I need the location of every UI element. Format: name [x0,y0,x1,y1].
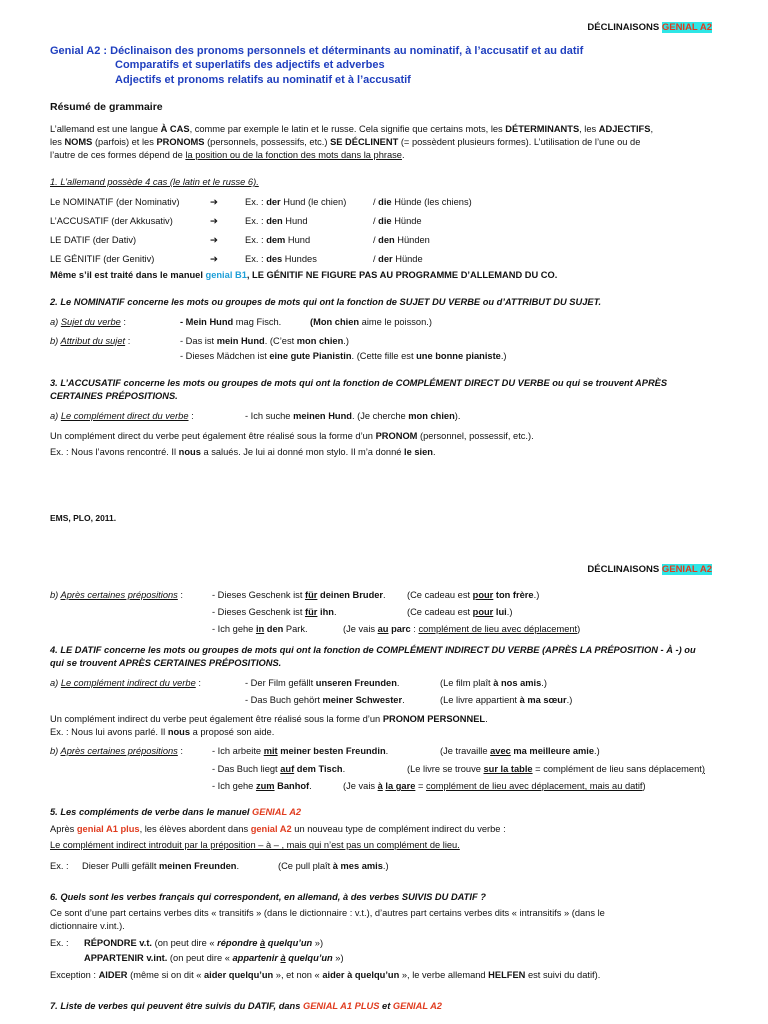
example-de: - Ich arbeite mit meiner besten Freundin. [212,746,389,756]
s4-b: b) Après certaines prépositions : [50,746,183,756]
s2-b: b) Attribut du sujet : [50,336,131,346]
case-label: Le NOMINATIF (der Nominativ) [50,197,180,207]
s3b-label: b) Après certaines prépositions : [50,590,183,600]
case-singular: Ex. : dem Hund [245,235,311,245]
case-label: L’ACCUSATIF (der Akkusativ) [50,216,173,226]
s6-p1: Ce sont d’une part certains verbes dits « transitifs » (dans le dictionnaire : v.t.), d’autres part certains verbes dits « intransitifs » (dans le [50,908,605,918]
example-de: - Dieses Geschenk ist für deinen Bruder. [212,590,386,600]
example-de: - Das Buch liegt auf dem Tisch. [212,764,346,774]
example-fr: (Le livre appartient à ma sœur.) [440,695,573,705]
example-fr: (Le film plaît à nos amis.) [440,678,547,688]
s5-p2: Le complément indirect introduit par la préposition – à – , mais qui n’est pas un complément de lieu. [50,840,460,850]
example-fr: (Ce cadeau est pour ton frère.) [407,590,540,600]
doc-title-line1: Genial A2 : Déclinaison des pronoms personnels et déterminants au nominatif, à l’accusatif et au datif [50,45,584,57]
s4-p1: Un complément indirect du verbe peut également être réalisé sous la forme d’un PRONOM PERSONNEL. [50,714,488,724]
case-plural: / die Hünde [373,216,422,226]
s3-title1: 3. L’ACCUSATIF concerne les mots ou groupes de mots qui ont la fonction de COMPLÉMENT DIRECT DU VERBE ou qui se trouvent APRÈS [50,378,668,388]
section-heading: Résumé de grammaire [50,101,163,113]
s6-e2: APPARTENIR v.int. (on peut dire « appartenir à quelqu’un ») [84,953,344,963]
page-header: DÉCLINAISONS GENIAL A2 [587,22,712,33]
s6-p2: dictionnaire v.int.). [50,921,125,931]
s2-a: a) Sujet du verbe : [50,317,126,327]
doc-title-line2: Comparatifs et superlatifs des adjectifs et adverbes [115,59,385,71]
case-plural: / der Hünde [373,254,423,264]
s4-a: a) Le complément indirect du verbe : [50,678,201,688]
s2-a-fr: (Mon chien aime le poisson.) [310,317,432,327]
s2-b2: - Dieses Mädchen ist eine gute Pianistin. (Cette fille est une bonne pianiste.) [180,351,507,361]
example-fr: (Le livre se trouve sur la table = complément de lieu sans déplacement) [407,764,705,774]
case-arrow: ➔ [210,197,218,207]
s4-title2: qui se trouvent APRÈS CERTAINES PRÉPOSITIONS. [50,658,282,668]
intro-line2: les NOMS (parfois) et les PRONOMS (personnels, possessifs, etc.) SE DÉCLINENT (= possèdent plusieurs formes). L’utilisation de l’une ou de [50,137,641,147]
s6-e3: Exception : AIDER (même si on dit « aider quelqu’un », et non « aider à quelqu’un », le verbe allemand HELFEN est suivi du datif). [50,970,601,980]
s2-title: 2. Le NOMINATIF concerne les mots ou groupes de mots qui ont la fonction de SUJET DU VERBE ou d’ATTRIBUT DU SUJET. [50,297,602,307]
doc-title-line3: Adjectifs et pronoms relatifs au nominatif et à l’accusatif [115,74,411,86]
page-footer: EMS, PLO, 2011. [50,513,117,523]
case-singular: Ex. : den Hund [245,216,308,226]
example-de: - Der Film gefällt unseren Freunden. [245,678,400,688]
s6-e1-ex: Ex. : [50,938,69,948]
s2-a-ex: - Mein Hund mag Fisch. [180,317,282,327]
s5-ex-de: Dieser Pulli gefällt meinen Freunden. [82,861,240,871]
case-singular: Ex. : des Hundes [245,254,317,264]
example-fr: (Je vais à la gare = complément de lieu avec déplacement, mais au datif) [343,781,646,791]
case-plural: / den Hünden [373,235,430,245]
s1-note: Même s’il est traité dans le manuel genial B1, LE GÉNITIF NE FIGURE PAS AU PROGRAMME D’ALLEMAND DU CO. [50,270,558,280]
s1-title: 1. L’allemand possède 4 cas (le latin et le russe 6). [50,177,259,187]
example-fr: (Ce cadeau est pour lui.) [407,607,513,617]
s5-p1: Après genial A1 plus, les élèves abordent dans genial A2 un nouveau type de complément indirect du verbe : [50,824,506,834]
intro-line1: L’allemand est une langue À CAS, comme par exemple le latin et le russe. Cela signifie que certains mots, les DÉTERMINANTS, les ADJECTIFS, [50,124,654,134]
case-label: LE DATIF (der Dativ) [50,235,137,245]
s3-p2: Ex. : Nous l’avons rencontré. Il nous a salués. Je lui ai donné mon stylo. Il m’a donné le sien. [50,447,436,457]
case-singular: Ex. : der Hund (le chien) [245,197,347,207]
case-arrow: ➔ [210,254,218,264]
s4-title1: 4. LE DATIF concerne les mots ou groupes de mots qui ont la fonction de COMPLÉMENT INDIRECT DU VERBE (APRÈS LA PRÉPOSITION - À -) ou [50,645,696,655]
s6-e1: RÉPONDRE v.t. (on peut dire « répondre à quelqu’un ») [84,938,324,948]
case-plural: / die Hünde (les chiens) [373,197,472,207]
s4-p2: Ex. : Nous lui avons parlé. Il nous a proposé son aide. [50,727,275,737]
s3-p1: Un complément direct du verbe peut également être réalisé sous la forme d’un PRONOM (personnel, possessif, etc.). [50,431,534,441]
s5-ex-fr: (Ce pull plaît à mes amis.) [278,861,389,871]
s3-a: a) Le complément direct du verbe : [50,411,194,421]
intro-line3: l’autre de ces formes dépend de la position ou de la fonction des mots dans la phrase. [50,150,405,160]
case-arrow: ➔ [210,235,218,245]
s3-a-ex: - Ich suche meinen Hund. (Je cherche mon chien). [245,411,461,421]
example-fr: (Je travaille avec ma meilleure amie.) [440,746,600,756]
s7-title: 7. Liste de verbes qui peuvent être suivis du DATIF, dans GENIAL A1 PLUS et GENIAL A2 [50,1001,442,1011]
s6-title: 6. Quels sont les verbes français qui correspondent, en allemand, à des verbes SUIVIS DU DATIF ? [50,892,486,902]
s2-b1: - Das ist mein Hund. (C’est mon chien.) [180,336,349,346]
s3-title2: CERTAINES PRÉPOSITIONS. [50,391,178,401]
example-de: - Ich gehe in den Park. [212,624,308,634]
s5-ex: Ex. : [50,861,69,871]
example-de: - Ich gehe zum Banhof. [212,781,312,791]
example-fr: (Je vais au parc : complément de lieu avec déplacement) [343,624,581,634]
case-arrow: ➔ [210,216,218,226]
example-de: - Dieses Geschenk ist für ihn. [212,607,337,617]
case-label: LE GÉNITIF (der Genitiv) [50,254,155,264]
s5-title: 5. Les compléments de verbe dans le manuel GENIAL A2 [50,807,302,817]
page-header-2: DÉCLINAISONS GENIAL A2 [587,564,712,575]
example-de: - Das Buch gehört meiner Schwester. [245,695,405,705]
